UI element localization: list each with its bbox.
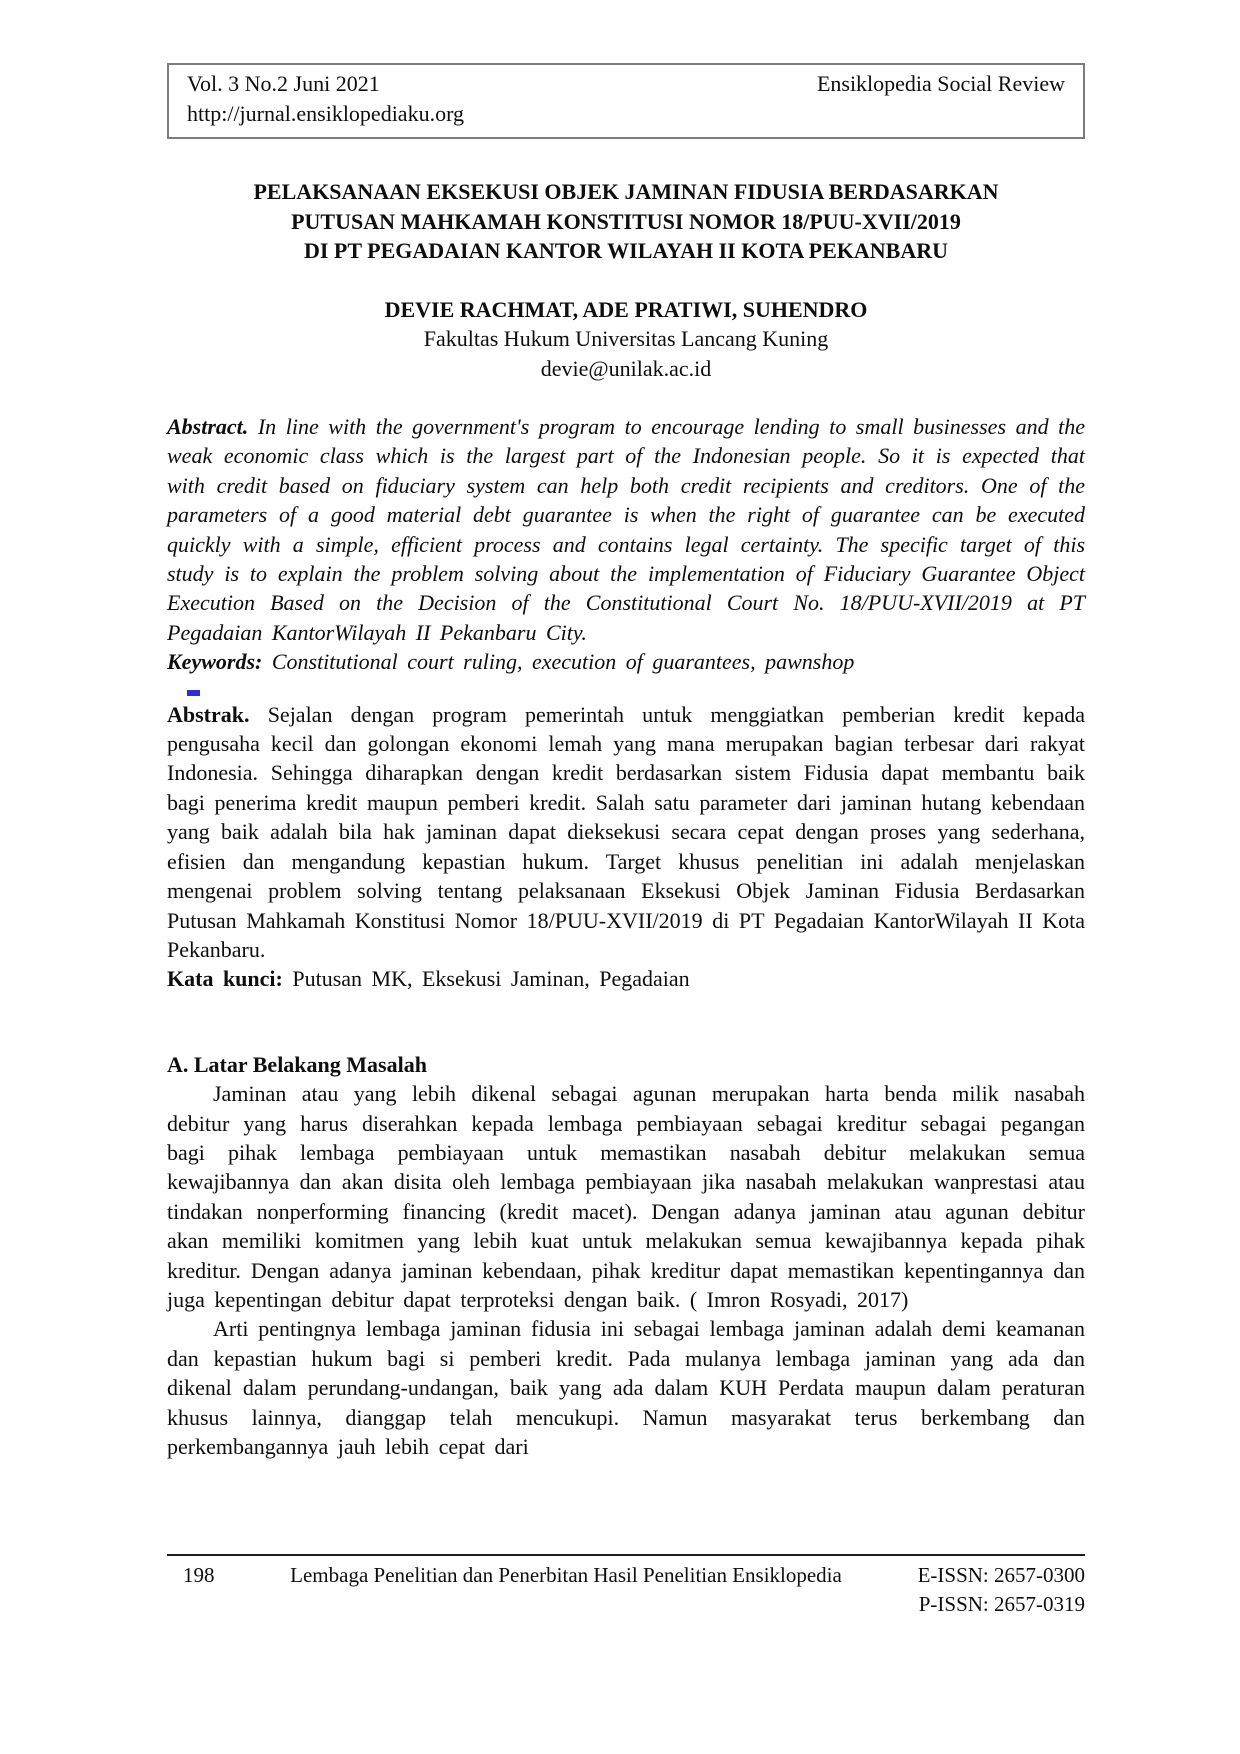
section-heading: A. Latar Belakang Masalah	[167, 1051, 427, 1077]
journal-volume: Vol. 3 No.2 Juni 2021	[187, 71, 380, 96]
abstract-en-keywords-label: Keywords:	[167, 649, 263, 675]
abstract-en-keywords-text: Constitutional court ruling, execution of guarantees, pawnshop	[271, 649, 855, 675]
affiliation: Fakultas Hukum Universitas Lancang Kuning	[423, 326, 829, 351]
publisher-name: Lembaga Penelitian dan Penerbitan Hasil Penelitian Ensiklopedia	[290, 1563, 842, 1587]
abstract-en-text: In line with the government's program to encourage lending to small businesses and the weak economic class which is the largest part of the Indonesian people. So it is expected that with credit based on fiduciary system can help both credit recipients and creditors. One of the parameters of a good material debt guarantee is when the right of guarantee can be executed quickly with a simple, efficient process and contains legal certainty. The specific target of this study is to explain the problem solving about the implementation of Fiduciary Guarantee Object Execution Based on the Decision of the Constitutional Court No. 18/PUU-XVII/2019 at PT Pegadaian KantorWilayah II Pekanbaru City.	[167, 414, 1085, 645]
article-title	[167, 177, 1085, 266]
journal-header-box	[167, 63, 1085, 139]
journal-header-row	[187, 69, 1065, 99]
abstract-en-keywords	[167, 647, 1085, 676]
page-number: 198	[183, 1563, 215, 1587]
article-title-line-2: PUTUSAN MAHKAMAH KONSTITUSI NOMOR 18/PUU-XVII/2019	[291, 208, 961, 234]
body-paragraph-1: Jaminan atau yang lebih dikenal sebagai agunan merupakan harta benda milik nasabah debitur yang harus diserahkan kepada lembaga pembiayaan sebagai kreditur sebagai pegangan bagi pihak lembaga pembiayaan untuk memastikan nasabah debitur melakukan semua kewajibannya dan akan disita oleh lembaga pembiayaan jika nasabah melakukan wanprestasi atau tindakan nonperforming financing (kredit macet). Dengan adanya jaminan atau agunan debitur akan memiliki komitmen yang lebih kuat untuk melakukan semua kewajibannya kepada pihak kreditur. Dengan adanya jaminan kebendaan, pihak kreditur dapat memastikan kepentingannya dan juga kepentingan debitur dapat terproteksi dengan baik. ( Imron Rosyadi, 2017)	[167, 1081, 1085, 1313]
abstract-english	[167, 412, 1085, 677]
abstract-id-paragraph	[167, 700, 1085, 965]
annotation-dash-mark	[187, 690, 200, 696]
journal-url: http://jurnal.ensiklopediaku.org	[187, 101, 464, 126]
abstract-id-keywords	[167, 964, 1085, 993]
abstract-en-paragraph	[167, 412, 1085, 647]
e-issn: E-ISSN: 2657-0300	[917, 1563, 1085, 1587]
email: devie@unilak.ac.id	[540, 355, 712, 381]
p-issn: P-ISSN: 2657-0319	[918, 1592, 1085, 1616]
issn-block	[845, 1561, 1085, 1619]
article-title-line-3: DI PT PEGADAIAN KANTOR WILAYAH II KOTA PEKANBARU	[303, 238, 949, 263]
article-title-line-1: PELAKSANAAN EKSEKUSI OBJEK JAMINAN FIDUSIA BERDASARKAN	[253, 179, 999, 204]
section-latar-belakang	[167, 1050, 1085, 1462]
abstract-en-label: Abstract.	[167, 414, 249, 439]
abstract-indonesian	[167, 700, 1085, 994]
abstract-id-keywords-text: Putusan MK, Eksekusi Jaminan, Pegadaian	[292, 966, 690, 992]
abstract-id-label: Abstrak.	[167, 701, 250, 727]
body-paragraph-2: Arti pentingnya lembaga jaminan fidusia ini sebagai lembaga jaminan adalah demi keamanan dan kepastian hukum bagi si pemberi kredit. Pada mulanya lembaga jaminan yang ada dan dikenal dalam perundang-undangan, baik yang ada dalam KUH Perdata maupun dalam peraturan khusus lainnya, dianggap telah mencukupi. Namun masyarakat terus berkembang dan perkembangannya jauh lebih cepat dari	[167, 1316, 1085, 1460]
abstract-id-keywords-label: Kata kunci:	[167, 966, 283, 992]
abstract-id-text: Sejalan dengan program pemerintah untuk menggiatkan pemberian kredit kepada pengusaha kecil dan golongan ekonomi lemah yang mana merupakan bagian terbesar dari rakyat Indonesia. Sehingga diharapkan dengan kredit berdasarkan sistem Fidusia dapat membantu baik bagi penerima kredit maupun pemberi kredit. Salah satu parameter dari jaminan hutang kebendaan yang baik adalah bila hak jaminan dapat dieksekusi secara cepat dengan proses yang sederhana, efisien dan mengandung kepastian hukum. Target khusus penelitian ini adalah menjelaskan mengenai problem solving tentang pelaksanaan Eksekusi Objek Jaminan Fidusia Berdasarkan Putusan Mahkamah Konstitusi Nomor 18/PUU-XVII/2019 di PT Pegadaian KantorWilayah II Kota Pekanbaru.	[167, 701, 1086, 962]
authors: DEVIE RACHMAT, ADE PRATIWI, SUHENDRO	[384, 296, 868, 322]
journal-name: Ensiklopedia Social Review	[816, 71, 1065, 96]
page-footer	[167, 1554, 1085, 1619]
